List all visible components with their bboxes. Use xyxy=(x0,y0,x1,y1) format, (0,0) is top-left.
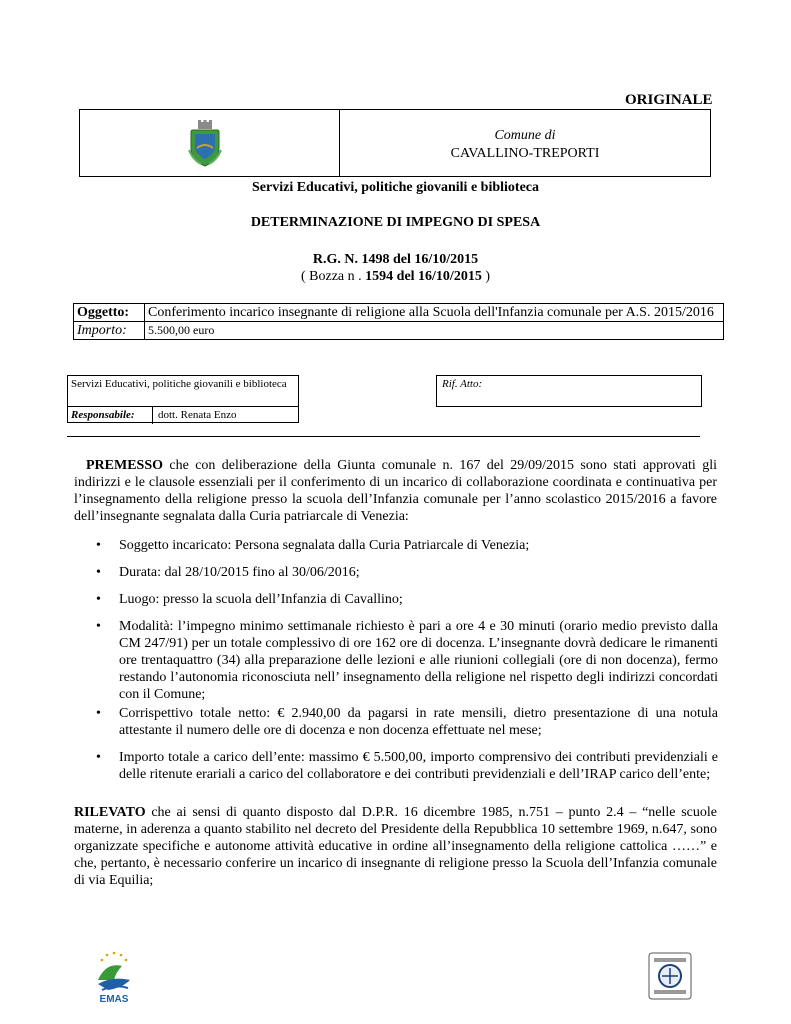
list-item: • Importo totale a carico dell’ente: massimo € 5.500,00, importo comprensivo dei contributi previdenziali e delle ritenute erariali a carico del collaboratore e dei contributi previdenziali e dell’IRAP carico dell’ente; xyxy=(96,749,718,783)
premesso-paragraph xyxy=(74,457,717,525)
oggetto-value: Conferimento incarico insegnante di religione alla Scuola dell'Infanzia comunale per A.S. 2015/2016 xyxy=(145,304,724,322)
rg-number: R.G. N. 1498 del 16/10/2015 xyxy=(312,252,479,267)
importo-row xyxy=(74,322,724,340)
oggetto-label: Oggetto: xyxy=(74,304,145,322)
certification-logo-icon xyxy=(648,952,692,1000)
emas-logo-text: EMAS xyxy=(99,994,129,1005)
rilevato-lead: RILEVATO xyxy=(74,805,146,820)
rif-atto-box xyxy=(436,375,702,407)
original-stamp: ORIGINALE xyxy=(625,92,713,108)
rif-atto-label: Rif. Atto: xyxy=(442,378,483,390)
responsible-label: Responsabile: xyxy=(71,409,135,421)
bozza-suffix: ) xyxy=(481,269,490,284)
premesso-lead: PREMESSO xyxy=(86,458,164,473)
importo-label: Importo: xyxy=(74,322,145,340)
responsible-office: Servizi Educativi, politiche giovanili e biblioteca xyxy=(71,378,287,390)
responsible-separator xyxy=(152,407,153,424)
list-item: • Soggetto incaricato: Persona segnalata dalla Curia Patriarcale di Venezia; xyxy=(96,537,718,554)
rilevato-paragraph xyxy=(74,804,717,889)
comune-di-label: Comune di xyxy=(494,128,556,143)
oggetto-row xyxy=(74,304,724,322)
responsible-box xyxy=(67,375,299,423)
terms-list xyxy=(96,537,718,783)
responsible-row xyxy=(68,406,298,424)
emas-logo xyxy=(92,950,136,1008)
responsible-name: dott. Renata Enzo xyxy=(158,409,237,421)
importo-value: 5.500,00 euro xyxy=(145,322,724,340)
premesso-text: che con deliberazione della Giunta comunale n. 167 del 29/09/2015 sono stati approvati gli indirizzi e le clausole essenziali per il conferimento di un incarico di collaborazione coordinata e continuativa per l’insegnamento della religione presso la scuola dell’Infanzia comunale per l’anno scolastico 2015/2016 a favore dell’insegnante segnalata dalla Curia patriarcale di Venezia: xyxy=(74,458,717,524)
list-item: • Luogo: presso la scuola dell’Infanzia di Cavallino; xyxy=(96,591,718,608)
rilevato-text: che ai sensi di quanto disposto dal D.P.R. 16 dicembre 1985, n.751 – punto 2.4 – “nelle scuole materne, in aderenza a quanto stabilito nel decreto del Presidente della Repubblica 10 settembre 1969, n.647, sono organizzate specifiche e autonome attività educative in ordine all’insegnamento della religione cattolica ……” e che, pertanto, è necessario conferire un incarico di insegnante di religione presso la Scuola dell’Infanzia comunale di via Equilia; xyxy=(74,805,717,888)
bozza-prefix: ( Bozza n . xyxy=(301,269,366,284)
header-box xyxy=(79,109,711,177)
divider-line xyxy=(67,436,700,437)
list-item: • Corrispettivo totale netto: € 2.940,00 da pagarsi in rate mensili, dietro presentazione di una notula attestante il numero delle ore di docenza e non docenza effettuate nel mese; xyxy=(96,705,718,739)
service-title: Servizi Educativi, politiche giovanili e biblioteca xyxy=(252,180,539,195)
municipal-crest-icon xyxy=(187,120,223,168)
list-item: • Durata: dal 28/10/2015 fino al 30/06/2016; xyxy=(96,564,718,581)
list-item: • Modalità: l’impegno minimo settimanale richiesto è pari a ore 4 e 30 minuti (orario medio previsto dalla CM 247/91) per un totale complessivo di ore 162 ore di docenza. L’insegnante dovrà dedicare le rimanenti ore trentaquattro (34) alla preparazione delle lezioni e alle riunioni collegiali (ore di non docenza), fermo restando l’autonomia riconosciuta nell’ insegnamento della religione nel rispetto degli indirizzi concordati con il Comune; xyxy=(96,618,718,703)
comune-name: CAVALLINO-TREPORTI xyxy=(450,146,600,161)
determination-title: DETERMINAZIONE DI IMPEGNO DI SPESA xyxy=(250,215,541,230)
subject-table xyxy=(73,303,724,340)
bozza-number xyxy=(0,269,791,285)
bozza-value: 1594 del 16/10/2015 xyxy=(365,269,482,284)
